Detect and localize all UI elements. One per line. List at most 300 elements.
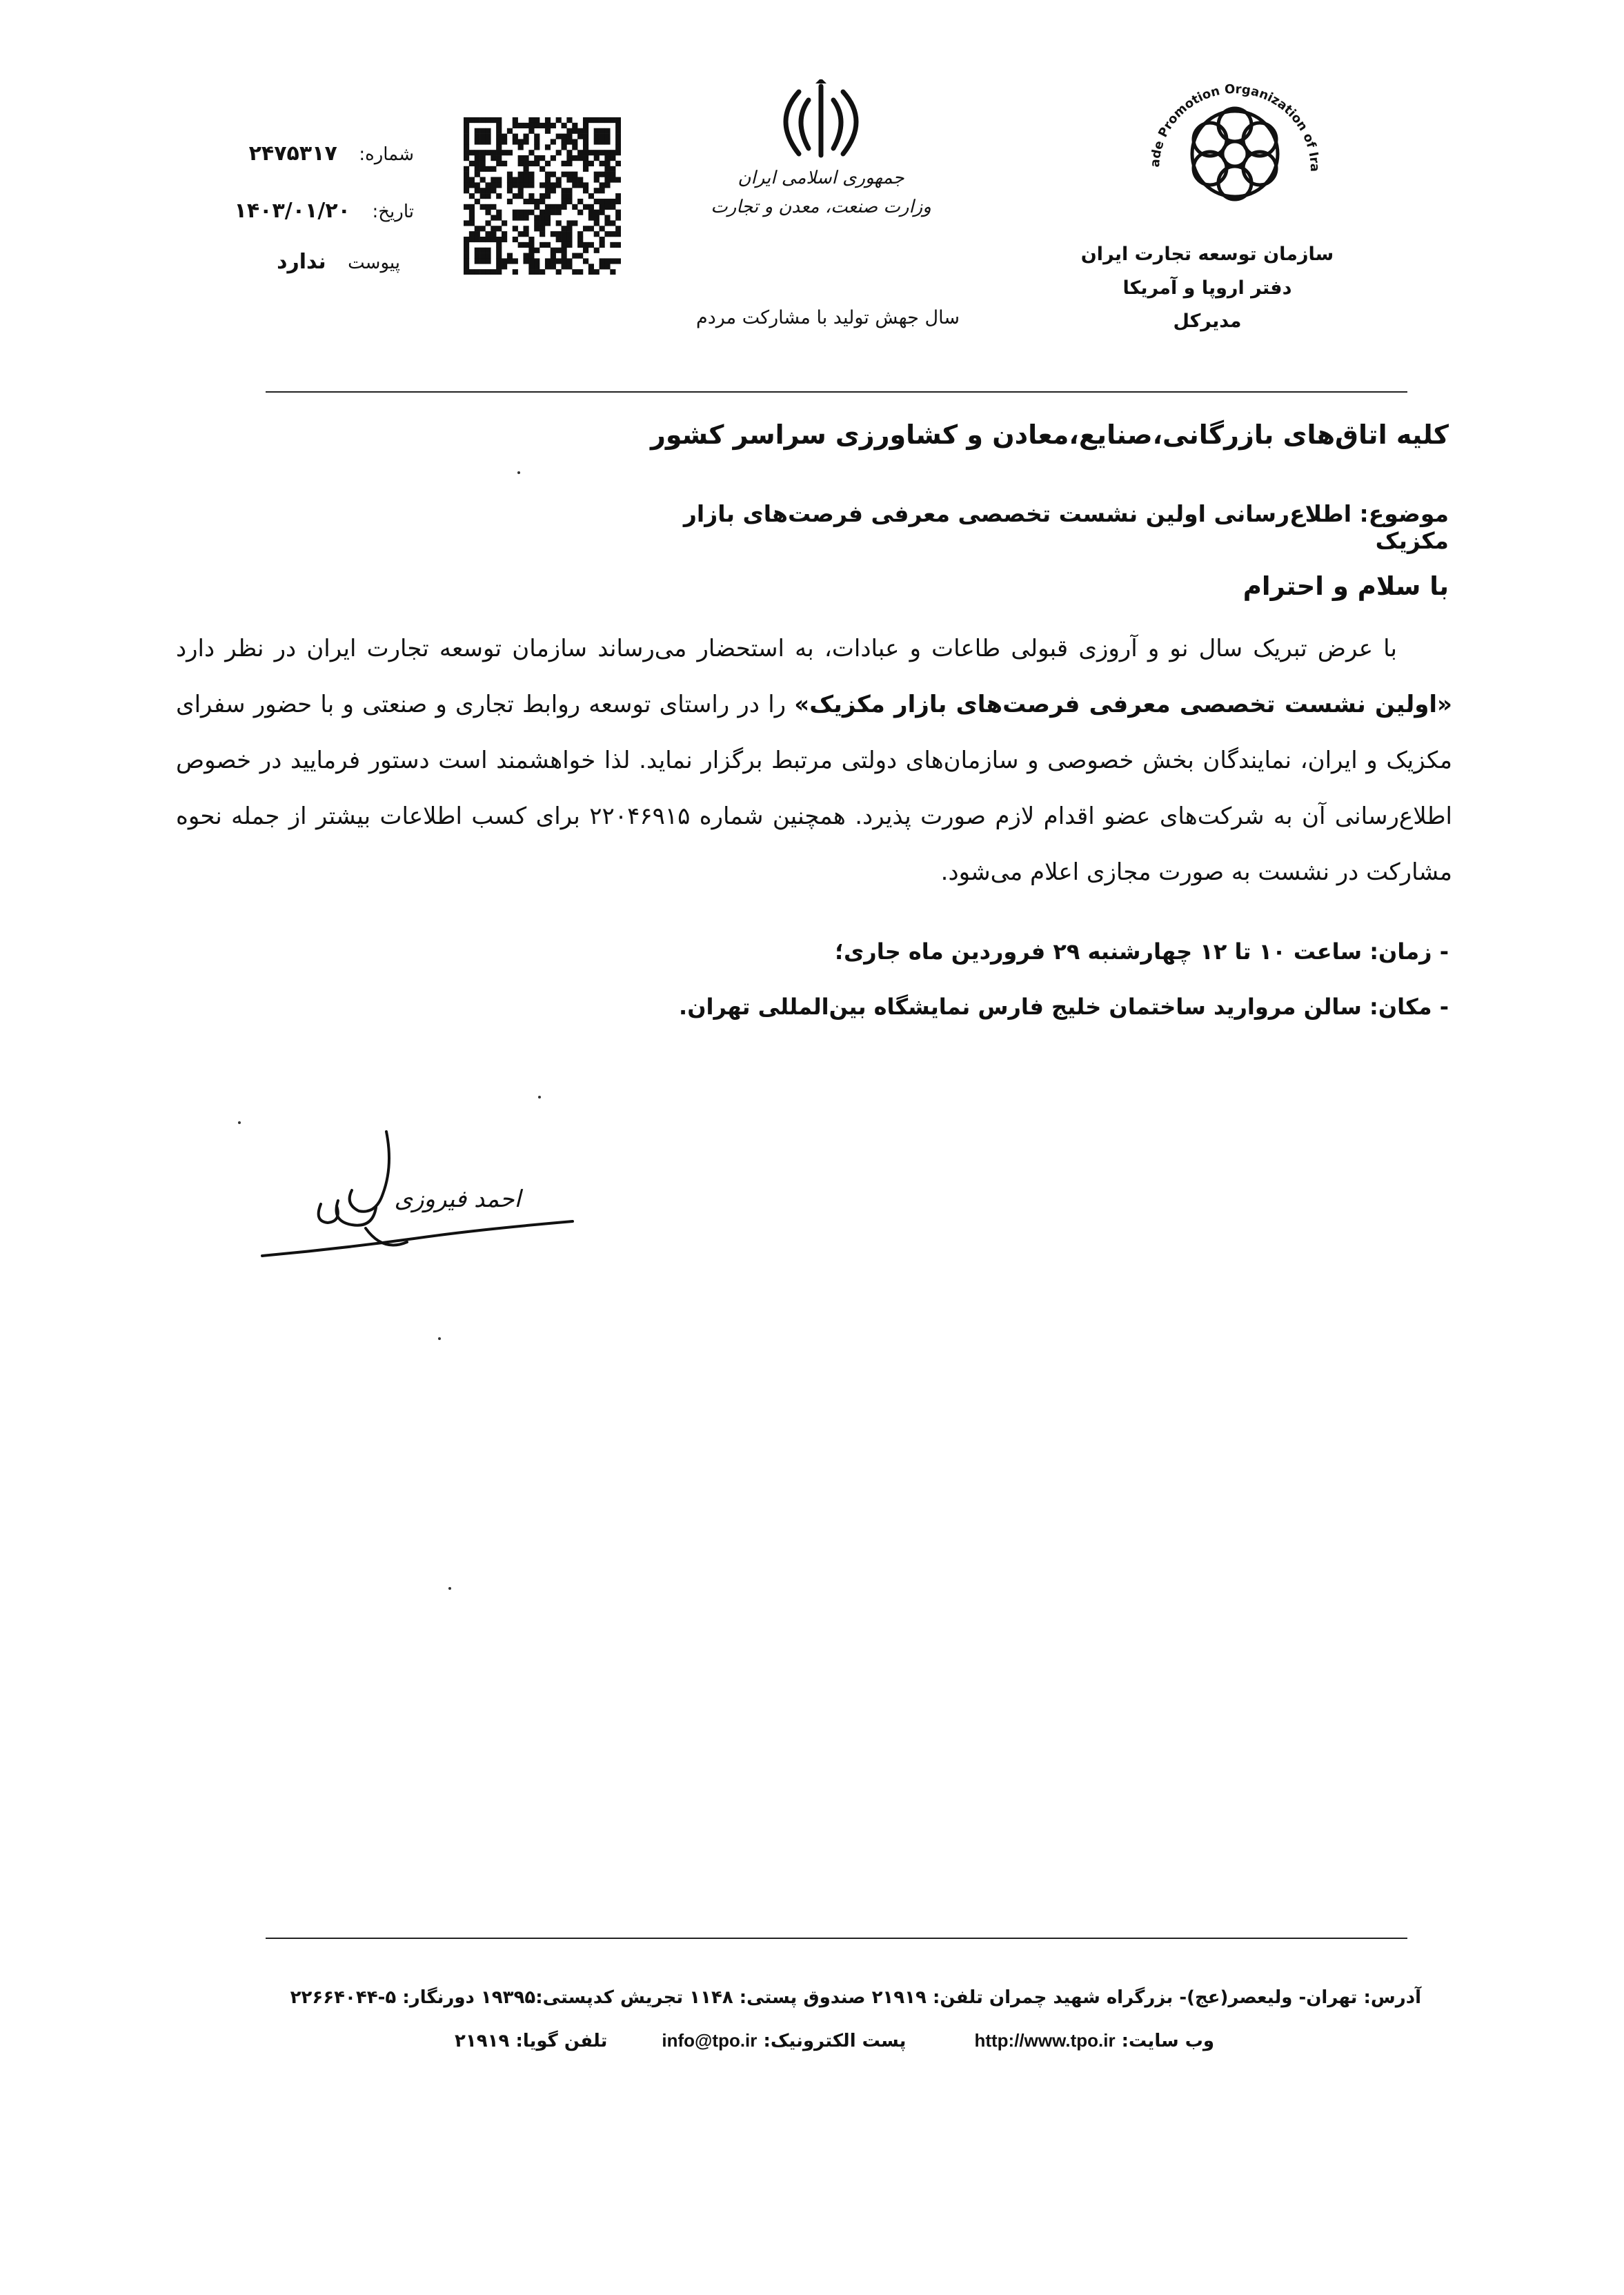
qr-module — [600, 134, 605, 139]
qr-module — [523, 182, 528, 188]
qr-module — [491, 150, 496, 155]
qr-module — [615, 128, 621, 134]
letter-body — [176, 621, 1452, 900]
qr-module — [594, 134, 600, 139]
qr-module — [507, 150, 513, 155]
qr-module — [615, 242, 621, 248]
qr-module — [539, 242, 545, 248]
qr-module — [464, 242, 469, 248]
qr-module — [604, 134, 610, 139]
qr-module — [604, 182, 610, 188]
qr-module — [480, 193, 486, 199]
qr-module — [588, 264, 594, 269]
qr-module — [610, 172, 615, 177]
signatory-name: احمد فیروزی — [394, 1185, 521, 1213]
qr-module — [528, 172, 534, 177]
qr-module — [523, 242, 528, 248]
qr-module — [556, 210, 562, 215]
qr-module — [600, 199, 605, 204]
qr-module — [534, 161, 539, 166]
qr-module — [615, 139, 621, 144]
qr-module — [545, 220, 551, 226]
qr-module — [551, 188, 556, 193]
qr-module — [480, 177, 486, 182]
qr-module — [518, 231, 524, 237]
qr-module — [523, 177, 528, 182]
qr-module — [469, 161, 475, 166]
qr-module — [551, 123, 556, 128]
qr-module — [615, 193, 621, 199]
qr-module — [615, 258, 621, 264]
qr-module — [545, 161, 551, 166]
qr-module — [485, 139, 491, 144]
qr-module — [507, 253, 513, 259]
qr-module — [556, 237, 562, 242]
qr-module — [615, 161, 621, 166]
qr-module — [528, 177, 534, 182]
qr-module — [572, 182, 577, 188]
letter-number: ۲۴۷۵۳۱۷ — [248, 141, 337, 166]
qr-module — [502, 150, 507, 155]
qr-module — [551, 253, 556, 259]
qr-module — [528, 269, 534, 275]
email-link[interactable]: info@tpo.ir — [662, 2030, 757, 2051]
qr-module — [464, 237, 469, 242]
qr-module — [491, 204, 496, 210]
website-link[interactable]: http://www.tpo.ir — [974, 2030, 1116, 2051]
qr-module — [464, 248, 469, 253]
letter-date: ۱۴۰۳/۰۱/۲۰ — [234, 199, 350, 223]
qr-module — [551, 210, 556, 215]
qr-module — [583, 226, 588, 231]
qr-module — [480, 128, 486, 134]
qr-module — [475, 199, 480, 204]
qr-module — [594, 220, 600, 226]
qr-module — [610, 269, 615, 275]
letter-number-label: شماره: — [359, 144, 414, 165]
qr-module — [480, 258, 486, 264]
qr-module — [610, 204, 615, 210]
qr-module — [480, 117, 486, 123]
qr-module — [464, 150, 469, 155]
qr-module — [566, 193, 572, 199]
qr-module — [518, 123, 524, 128]
qr-module — [604, 199, 610, 204]
qr-module — [518, 161, 524, 166]
qr-module — [551, 231, 556, 237]
qr-module — [600, 258, 605, 264]
event-name: «اولین نشست تخصصی معرفی فرصت‌های بازار مکزیک» — [794, 691, 1453, 718]
qr-module — [577, 134, 583, 139]
attachment-value: ندارد — [277, 250, 326, 274]
qr-module — [562, 161, 567, 166]
qr-module — [539, 269, 545, 275]
org-title: مدیرکل — [1173, 311, 1242, 333]
qr-module — [480, 237, 486, 242]
qr-module — [464, 253, 469, 259]
iran-emblem — [752, 79, 890, 162]
qr-module — [600, 182, 605, 188]
qr-module — [507, 258, 513, 264]
qr-module — [583, 258, 588, 264]
qr-module — [545, 117, 551, 123]
qr-module — [600, 210, 605, 215]
footer-contacts — [386, 2030, 1214, 2051]
qr-module — [528, 210, 534, 215]
qr-module — [588, 204, 594, 210]
qr-module — [507, 172, 513, 177]
qr-module — [562, 193, 567, 199]
qr-module — [583, 117, 588, 123]
qr-module — [513, 269, 518, 275]
qr-module — [523, 199, 528, 204]
qr-module — [491, 188, 496, 193]
qr-module — [528, 248, 534, 253]
qr-module — [513, 117, 518, 123]
qr-module — [523, 253, 528, 259]
qr-module — [615, 210, 621, 215]
qr-module — [496, 258, 502, 264]
qr-module — [545, 215, 551, 221]
qr-module — [475, 237, 480, 242]
qr-module — [545, 210, 551, 215]
qr-module — [588, 193, 594, 199]
qr-module — [594, 172, 600, 177]
qr-module — [594, 188, 600, 193]
qr-module — [475, 155, 480, 161]
qr-module — [513, 226, 518, 231]
qr-module — [469, 237, 475, 242]
qr-module — [583, 248, 588, 253]
qr-module — [528, 128, 534, 134]
qr-module — [496, 155, 502, 161]
qr-module — [475, 139, 480, 144]
qr-module — [594, 139, 600, 144]
qr-module — [475, 182, 480, 188]
qr-module — [556, 220, 562, 226]
qr-module — [485, 166, 491, 172]
qr-module — [583, 128, 588, 134]
qr-module — [588, 242, 594, 248]
qr-module — [615, 215, 621, 221]
qr-module — [600, 188, 605, 193]
qr-module — [464, 269, 469, 275]
qr-module — [594, 155, 600, 161]
qr-module — [539, 199, 545, 204]
qr-module — [545, 128, 551, 134]
qr-module — [491, 237, 496, 242]
qr-module — [600, 242, 605, 248]
attachment-label: پیوست — [348, 253, 400, 273]
org-name: سازمان توسعه تجارت ایران — [1080, 244, 1334, 265]
qr-module — [491, 182, 496, 188]
event-place: - مکان: سالن مروارید ساختمان خلیج فارس نمایشگاه بین‌المللی تهران. — [679, 994, 1449, 1020]
qr-module — [577, 269, 583, 275]
qr-module — [518, 155, 524, 161]
qr-module — [604, 117, 610, 123]
qr-module — [566, 155, 572, 161]
qr-module — [518, 177, 524, 182]
speck — [238, 1121, 241, 1124]
qr-module — [496, 248, 502, 253]
qr-module — [480, 248, 486, 253]
qr-module — [518, 188, 524, 193]
qr-module — [604, 220, 610, 226]
qr-module — [523, 210, 528, 215]
qr-module — [572, 177, 577, 182]
qr-module — [513, 210, 518, 215]
qr-module — [464, 123, 469, 128]
qr-code-icon — [464, 117, 621, 275]
qr-module — [496, 117, 502, 123]
qr-module — [464, 182, 469, 188]
qr-module — [502, 161, 507, 166]
qr-module — [615, 117, 621, 123]
qr-module — [491, 177, 496, 182]
qr-module — [496, 210, 502, 215]
qr-module — [562, 248, 567, 253]
qr-module — [551, 172, 556, 177]
qr-module — [528, 253, 534, 259]
qr-module — [577, 150, 583, 155]
qr-module — [534, 155, 539, 161]
qr-module — [556, 134, 562, 139]
qr-module — [600, 237, 605, 242]
qr-module — [577, 253, 583, 259]
qr-module — [545, 123, 551, 128]
qr-module — [556, 231, 562, 237]
qr-module — [513, 237, 518, 242]
qr-module — [469, 150, 475, 155]
qr-module — [545, 193, 551, 199]
qr-module — [496, 139, 502, 144]
qr-module — [583, 182, 588, 188]
qr-module — [534, 134, 539, 139]
qr-module — [566, 134, 572, 139]
qr-module — [566, 242, 572, 248]
qr-module — [496, 182, 502, 188]
qr-module — [491, 166, 496, 172]
qr-module — [572, 172, 577, 177]
qr-module — [469, 269, 475, 275]
qr-module — [566, 150, 572, 155]
organization-logo — [1131, 66, 1338, 224]
qr-module — [583, 155, 588, 161]
qr-module — [566, 220, 572, 226]
qr-module — [485, 193, 491, 199]
government-line1: جمهوری اسلامی ایران — [737, 168, 904, 188]
qr-module — [545, 177, 551, 182]
qr-module — [475, 117, 480, 123]
qr-module — [534, 226, 539, 231]
qr-module — [594, 248, 600, 253]
qr-module — [513, 258, 518, 264]
qr-module — [496, 177, 502, 182]
qr-module — [491, 215, 496, 221]
qr-module — [528, 193, 534, 199]
qr-module — [523, 155, 528, 161]
government-line2: وزارت صنعت، معدن و تجارت — [711, 196, 931, 217]
qr-module — [464, 188, 469, 193]
qr-module — [539, 193, 545, 199]
qr-module — [496, 264, 502, 269]
qr-module — [604, 172, 610, 177]
qr-module — [562, 144, 567, 150]
attachment-row — [193, 250, 400, 274]
qr-module — [600, 204, 605, 210]
org-block — [1062, 238, 1352, 339]
qr-module — [507, 182, 513, 188]
footer-divider — [266, 1938, 1407, 1939]
qr-module — [577, 231, 583, 237]
qr-module — [496, 134, 502, 139]
qr-module — [562, 258, 567, 264]
qr-module — [464, 204, 469, 210]
qr-module — [507, 128, 513, 134]
qr-module — [534, 215, 539, 221]
qr-module — [572, 123, 577, 128]
qr-module — [469, 220, 475, 226]
qr-module — [491, 226, 496, 231]
qr-module — [577, 237, 583, 242]
qr-module — [464, 258, 469, 264]
qr-module — [534, 204, 539, 210]
qr-module — [523, 123, 528, 128]
header-divider — [266, 391, 1407, 393]
qr-module — [551, 182, 556, 188]
qr-module — [539, 155, 545, 161]
qr-module — [523, 226, 528, 231]
body-part1: با عرض تبریک سال نو و آروزی قبولی طاعات و عبادات، به استحضار می‌رساند سازمان توسعه تجارت ایران در نظر دارد — [176, 635, 1397, 662]
qr-module — [518, 144, 524, 150]
qr-module — [485, 117, 491, 123]
qr-module — [534, 220, 539, 226]
qr-module — [572, 144, 577, 150]
qr-module — [475, 166, 480, 172]
qr-module — [485, 220, 491, 226]
qr-module — [464, 139, 469, 144]
qr-module — [545, 144, 551, 150]
qr-module — [496, 226, 502, 231]
qr-module — [496, 128, 502, 134]
qr-module — [583, 204, 588, 210]
qr-module — [513, 134, 518, 139]
svg-text:Trade Promotion Organization o: ade Promotion Organization of Ira — [1147, 81, 1323, 173]
qr-module — [556, 269, 562, 275]
qr-module — [562, 253, 567, 259]
qr-module — [485, 182, 491, 188]
email-label: پست الکترونیک: — [763, 2031, 907, 2051]
qr-module — [604, 264, 610, 269]
qr-module — [469, 177, 475, 182]
qr-module — [562, 226, 567, 231]
qr-module — [594, 150, 600, 155]
qr-module — [469, 204, 475, 210]
qr-module — [604, 139, 610, 144]
qr-module — [610, 220, 615, 226]
qr-module — [485, 269, 491, 275]
qr-module — [551, 204, 556, 210]
qr-module — [604, 128, 610, 134]
qr-module — [562, 231, 567, 237]
qr-module — [464, 117, 469, 123]
qr-module — [556, 150, 562, 155]
qr-module — [551, 264, 556, 269]
qr-module — [594, 210, 600, 215]
qr-module — [485, 231, 491, 237]
qr-module — [545, 188, 551, 193]
qr-module — [566, 128, 572, 134]
qr-module — [518, 172, 524, 177]
qr-module — [566, 161, 572, 166]
qr-module — [507, 188, 513, 193]
qr-module — [496, 150, 502, 155]
qr-module — [518, 193, 524, 199]
qr-module — [496, 123, 502, 128]
qr-module — [485, 210, 491, 215]
qr-module — [464, 128, 469, 134]
qr-module — [528, 117, 534, 123]
qr-module — [528, 264, 534, 269]
qr-module — [518, 215, 524, 221]
qr-module — [583, 188, 588, 193]
qr-module — [615, 134, 621, 139]
qr-module — [562, 172, 567, 177]
qr-module — [534, 248, 539, 253]
qr-module — [475, 253, 480, 259]
qr-module — [583, 161, 588, 166]
qr-module — [566, 264, 572, 269]
qr-module — [604, 204, 610, 210]
org-department: دفتر اروپا و آمریکا — [1122, 277, 1292, 299]
qr-module — [588, 150, 594, 155]
qr-module — [485, 128, 491, 134]
qr-module — [562, 204, 567, 210]
qr-module — [604, 150, 610, 155]
addressee: کلیه اتاق‌های بازرگانی،صنایع،معادن و کشاورزی سراسر کشور — [650, 420, 1449, 450]
qr-module — [600, 150, 605, 155]
qr-module — [551, 248, 556, 253]
qr-module — [588, 269, 594, 275]
qr-module — [475, 134, 480, 139]
qr-module — [469, 231, 475, 237]
qr-module — [502, 134, 507, 139]
qr-module — [551, 258, 556, 264]
qr-module — [502, 264, 507, 269]
qr-module — [496, 242, 502, 248]
qr-module — [502, 139, 507, 144]
qr-module — [528, 199, 534, 204]
qr-module — [577, 155, 583, 161]
qr-module — [566, 177, 572, 182]
qr-module — [485, 248, 491, 253]
qr-module — [513, 123, 518, 128]
qr-module — [475, 258, 480, 264]
qr-module — [577, 182, 583, 188]
qr-module — [539, 123, 545, 128]
qr-module — [566, 139, 572, 144]
qr-module — [502, 258, 507, 264]
qr-module — [491, 269, 496, 275]
speck — [438, 1337, 441, 1340]
qr-module — [464, 155, 469, 161]
qr-module — [594, 199, 600, 204]
qr-module — [480, 253, 486, 259]
qr-module — [464, 220, 469, 226]
qr-module — [518, 139, 524, 144]
qr-module — [469, 210, 475, 215]
website-label: وب سایت: — [1121, 2031, 1214, 2051]
